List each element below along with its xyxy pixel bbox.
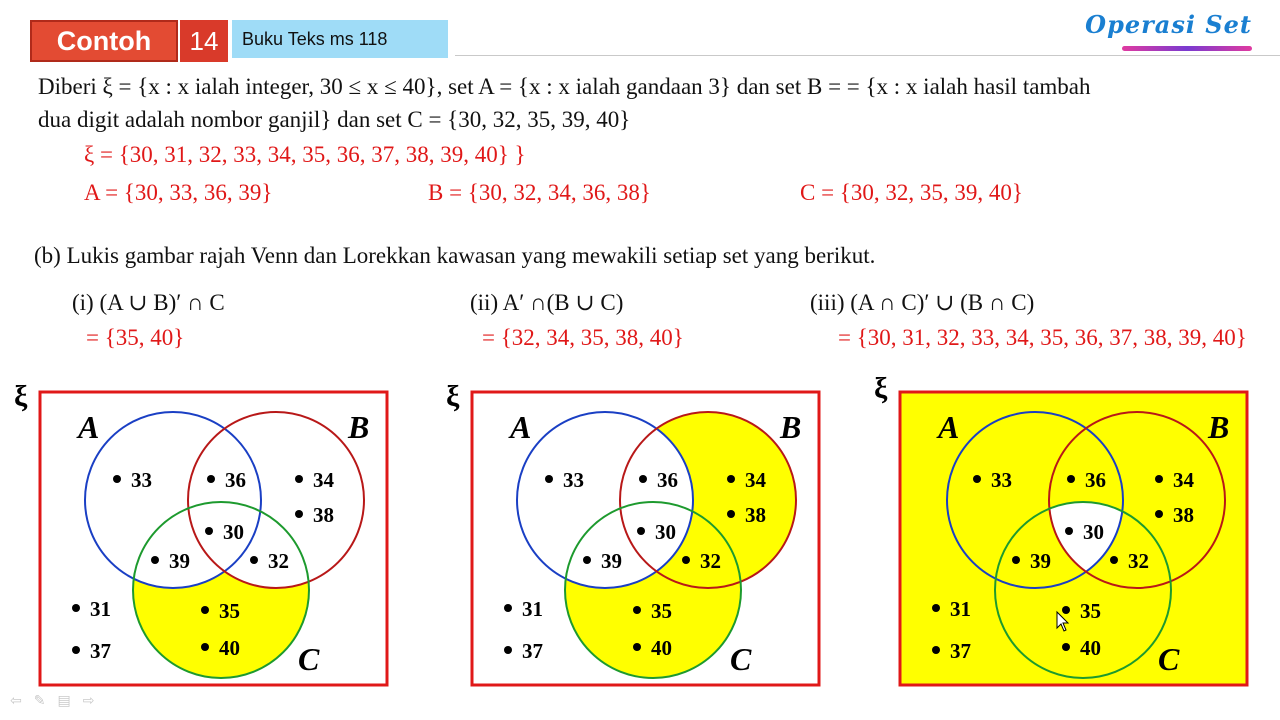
element-36: 36 [225,468,246,492]
venn-diagram-3 [874,372,1247,685]
universal-set-answer: ξ = {30, 31, 32, 33, 34, 35, 36, 37, 38, 39, 40} } [84,142,526,167]
forward-arrow-icon[interactable]: ⇨ [82,693,107,709]
element-33: 33 [131,468,152,492]
label-c-1: C [298,641,320,677]
label-a-3: A [938,409,960,445]
part-ii-label: (ii) A′ ∩(B ∪ C) [470,290,624,315]
element-37: 37 [522,639,543,663]
element-38: 38 [745,503,766,527]
element-37: 37 [90,639,111,663]
universal-symbol-3: ξ [874,372,888,405]
element-32: 32 [700,549,721,573]
venn-diagram-2 [446,380,819,685]
element-32: 32 [268,549,289,573]
element-30: 30 [223,520,244,544]
universal-symbol-2: ξ [446,380,460,413]
example-tag: Contoh [30,20,178,62]
element-30: 30 [1083,520,1104,544]
element-30: 30 [655,520,676,544]
element-38: 38 [313,503,334,527]
element-33: 33 [563,468,584,492]
set-b-answer: B = {30, 32, 34, 36, 38} [428,180,651,205]
element-40: 40 [1080,636,1101,660]
statement-line-2: dua digit adalah nombor ganjil} dan set C = {30, 32, 35, 39, 40} [38,107,631,132]
label-b-3: B [1208,409,1230,445]
element-37: 37 [950,639,971,663]
slide-toolbar[interactable] [10,693,106,709]
element-34: 34 [313,468,334,492]
label-b-2: B [780,409,802,445]
part-ii-answer: = {32, 34, 35, 38, 40} [482,325,684,350]
part-i-label: (i) (A ∪ B)′ ∩ C [72,290,225,315]
element-40: 40 [651,636,672,660]
element-31: 31 [950,597,971,621]
element-38: 38 [1173,503,1194,527]
element-35: 35 [1080,599,1101,623]
pen-icon[interactable]: ✎ [33,693,58,709]
element-33: 33 [991,468,1012,492]
question-b: (b) Lukis gambar rajah Venn dan Lorekkan kawasan yang mewakili setiap set yang berikut. [34,243,876,268]
element-31: 31 [90,597,111,621]
element-40: 40 [219,636,240,660]
label-c-2: C [730,641,752,677]
element-39: 39 [1030,549,1051,573]
element-34: 34 [1173,468,1194,492]
brand-logo: Operasi Set [1085,10,1252,39]
part-iii-label: (iii) (A ∩ C)′ ∪ (B ∩ C) [810,290,1035,315]
part-i-answer: = {35, 40} [86,325,185,350]
element-32: 32 [1128,549,1149,573]
element-35: 35 [219,599,240,623]
textbook-reference: Buku Teks ms 118 [232,20,448,58]
element-39: 39 [169,549,190,573]
element-35: 35 [651,599,672,623]
venn-diagram-1 [14,380,387,685]
element-39: 39 [601,549,622,573]
label-b-1: B [348,409,370,445]
label-a-2: A [510,409,532,445]
element-34: 34 [745,468,766,492]
label-c-3: C [1158,641,1180,677]
back-arrow-icon[interactable]: ⇦ [10,693,34,709]
menu-icon[interactable]: ▤ [57,693,83,709]
example-number: 14 [180,20,228,62]
universal-symbol-1: ξ [14,380,28,413]
set-a-answer: A = {30, 33, 36, 39} [84,180,273,205]
set-c-answer: C = {30, 32, 35, 39, 40} [800,180,1023,205]
element-31: 31 [522,597,543,621]
statement-line-1: Diberi ξ = {x : x ialah integer, 30 ≤ x ≤ 40}, set A = {x : x ialah gandaan 3} dan set B = = {x : x ialah hasil tambah [38,74,1091,99]
element-36: 36 [1085,468,1106,492]
element-36: 36 [657,468,678,492]
label-a-1: A [78,409,100,445]
part-iii-answer: = {30, 31, 32, 33, 34, 35, 36, 37, 38, 39, 40} [838,325,1247,350]
